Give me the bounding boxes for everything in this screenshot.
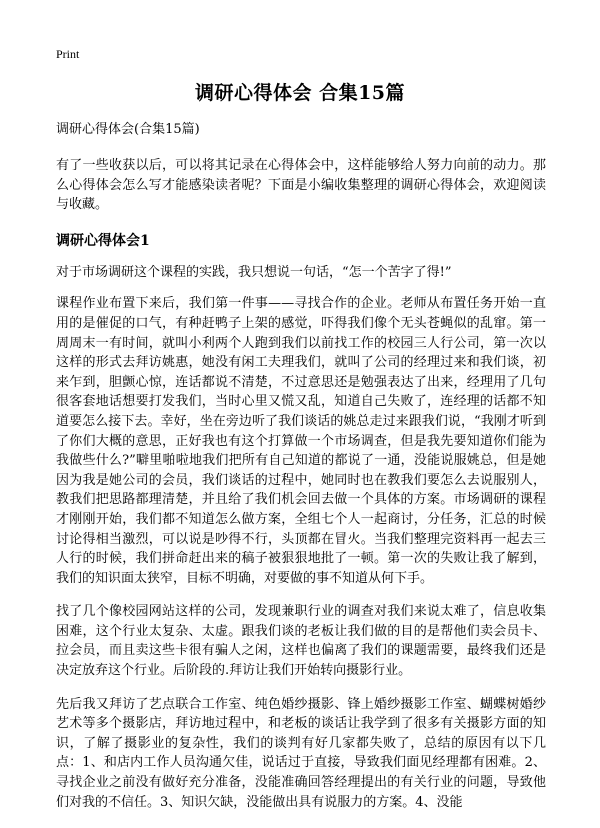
document-body <box>56 120 546 826</box>
page-title: 调研心得体会 合集15篇 <box>194 82 406 104</box>
document-subtitle: 调研心得体会(合集15篇) <box>56 122 200 137</box>
body-paragraph-4: 先后我又拜访了艺点联合工作室、纯色婚纱摄影、锋上婚纱摄影工作室、蝴蝶树婚纱艺术等多个摄影店，拜访地过程中，和老板的谈话让我学到了很多有关摄影方面的知识，了解了摄影业的复杂性，我们的谈判有好几家都失败了，总结的原因有以下几点：1、和店内工作人员沟通欠佳，说话过于直接，导致我们面见经理都有困难。2、寻找企业之前没有做好充分准备，没能准确回答经理提出的有关行业的问题，导致他们对我的不信任。3、知识欠缺，没能做出具有说服力的方案。4、没能 <box>56 696 546 810</box>
print-link[interactable]: Print <box>56 47 80 61</box>
body-paragraph-3: 找了几个像校园网站这样的公司，发现兼职行业的调查对我们来说太难了，信息收集困难，这个行业太复杂、太虚。跟我们谈的老板让我们做的目的是帮他们卖会员卡、拉会员，而且卖这些卡很有骗人之闲，这样也偏离了我们的课题需要，最终我们还是决定放弃这个行业。后阶段的.拜访让我们开始转向摄影行业。 <box>56 604 546 679</box>
section-heading: 调研心得体会1 <box>56 232 150 249</box>
intro-paragraph: 有了一些收获以后，可以将其记录在心得体会中，这样能够给人努力向前的动力。那么心得体会怎么写才能感染读者呢？下面是小编收集整理的调研心得体会，欢迎阅读与收藏。 <box>56 158 546 213</box>
body-paragraph-1: 对于市场调研这个课程的实践，我只想说一句话，“怎一个苦字了得!” <box>56 264 452 280</box>
body-paragraph-2: 课程作业布置下来后，我们第一件事——寻找合作的企业。老师从布置任务开始一直用的是催促的口气，有种赶鸭子上架的感觉，吓得我们像个无头苍蝇似的乱窜。第一周周末一有时间，就叫小利两个人跑到我们以前找工作的校园三人行公司，第一次以这样的形式去拜访姚惠，她没有闲工夫理我们，就叫了公司的经理过来和我们谈，初来乍到，胆颤心惊，连话都说不清楚，不过意思还是勉强表达了出来，经理用了几句很客套地话想要打发我们，当时心里又慌又乱，知道自己失败了，连经理的话都不知道要怎么接下去。幸好，坐在旁边听了我们谈话的姚总走过来跟我们说，“我刚才听到了你们大概的意思，正好我也有这个打算做一个市场调查，但是我先要知道你们能为我做些什么?”噼里啪啦地我们把所有自己知道的都说了一通，没能说服姚总，但是她因为我是她公司的会员，我们谈话的过程中，她同时也在教我们要怎么去说服别人，教我们把思路都理清楚，并且给了我们机会回去做一个具体的方案。市场调研的课程才刚刚开始，我们都不知道怎么做方案，全组七个人一起商讨，分任务，汇总的时候讨论得相当激烈，可以说是吵得不行，头顶都在冒火。当我们整理完资料再一起去三人行的时候，我们拼命赶出来的稿子被狠狠地批了一顿。第一次的失败让我了解到，我们的知识面太狭窄，目标不明确，对要做的事不知道从何下手。 <box>56 296 546 586</box>
